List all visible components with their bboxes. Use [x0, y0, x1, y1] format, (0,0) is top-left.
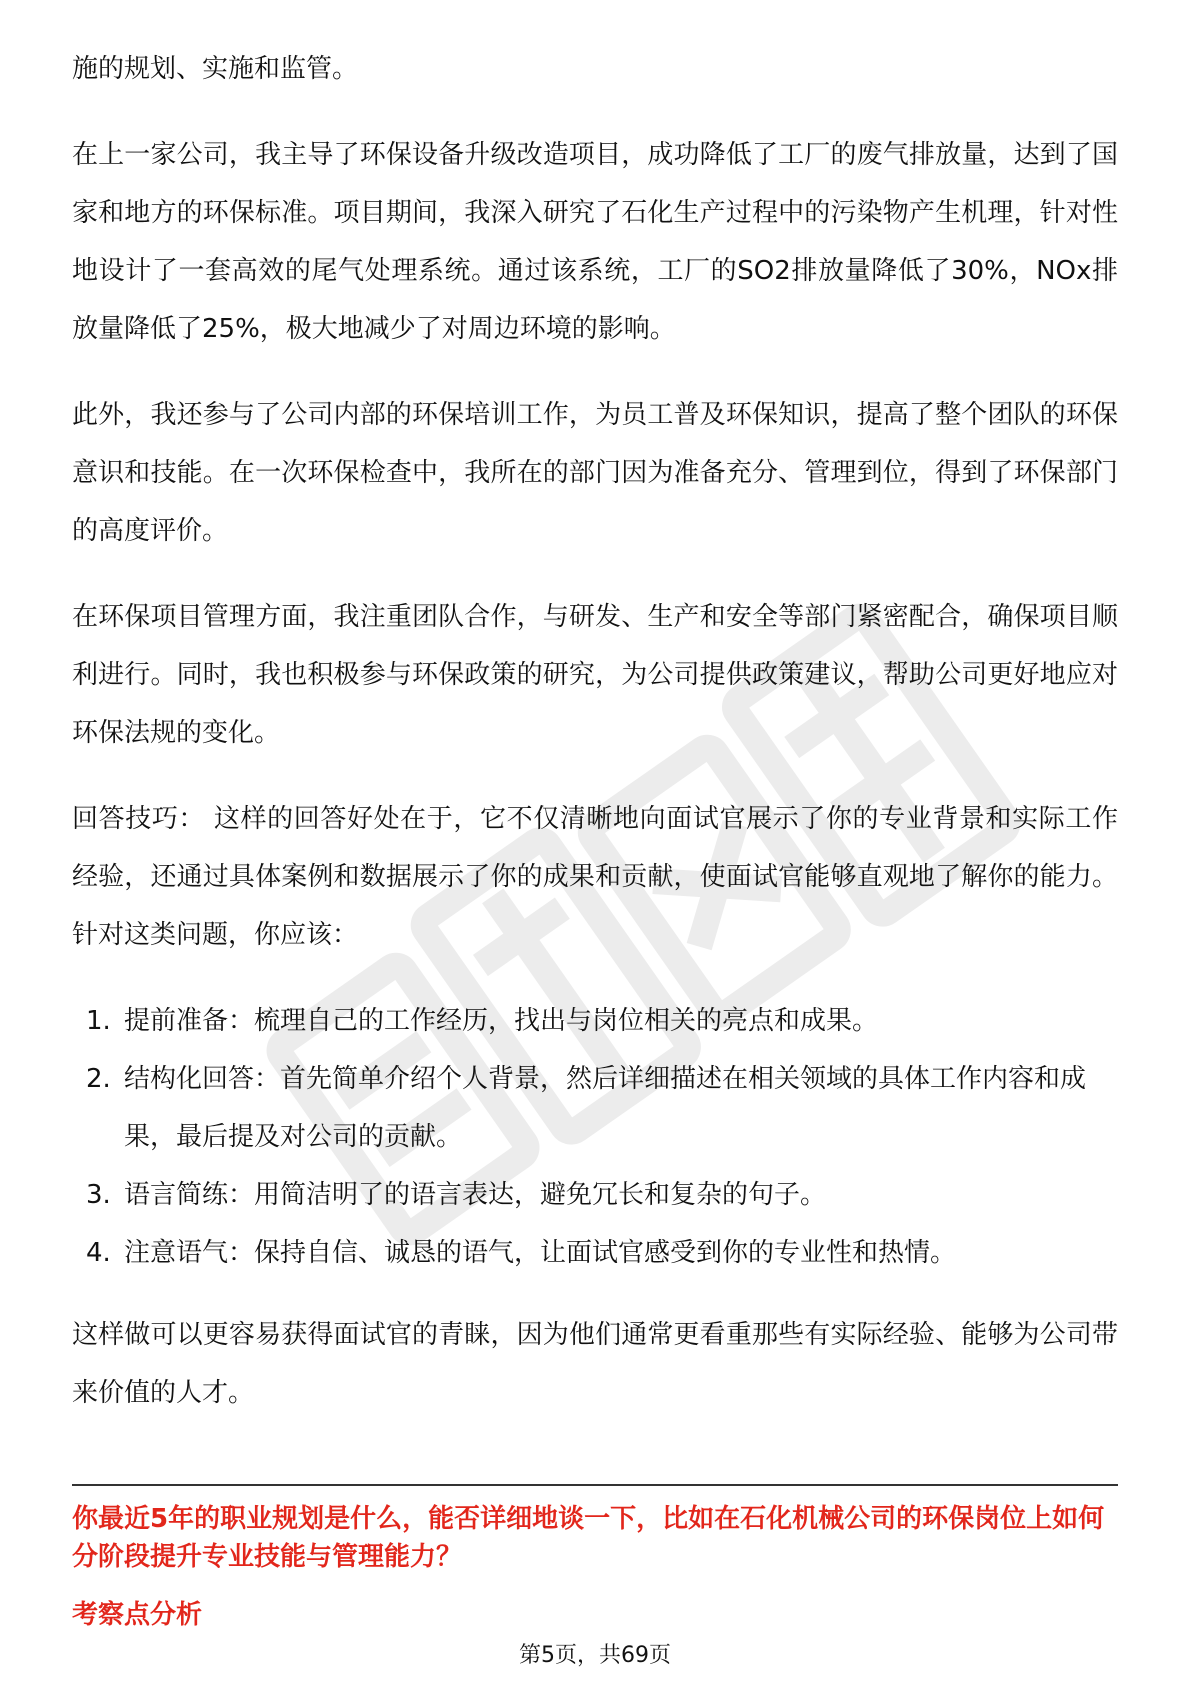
paragraph-continuation: 施的规划、实施和监管。	[72, 54, 359, 84]
paragraph-conclusion: 这样做可以更容易获得面试官的青睐，因为他们通常更看重那些有实际经验、能够为公司带来价值的人才。	[72, 1320, 1118, 1408]
analysis-heading: 考察点分析	[72, 1600, 203, 1630]
tips-list	[72, 992, 1118, 1282]
list-item	[86, 1050, 1118, 1166]
list-item	[86, 1166, 1118, 1224]
list-text: 结构化回答：首先简单介绍个人背景，然后详细描述在相关领域的具体工作内容和成果，最后提及对公司的贡献。	[124, 1064, 1087, 1152]
list-number: 2.	[86, 1064, 111, 1094]
section-divider	[72, 1484, 1118, 1486]
list-number: 3.	[86, 1180, 111, 1210]
page-number: 第5页，共69页	[519, 1643, 671, 1668]
document-body	[72, 40, 1118, 1450]
next-question-heading: 你最近5年的职业规划是什么，能否详细地谈一下，比如在石化机械公司的环保岗位上如何分阶段提升专业技能与管理能力？	[72, 1504, 1105, 1572]
list-number: 4.	[86, 1238, 111, 1268]
list-text: 提前准备：梳理自己的工作经历，找出与岗位相关的亮点和成果。	[124, 1006, 879, 1036]
list-text: 语言简练：用简洁明了的语言表达，避免冗长和复杂的句子。	[124, 1180, 827, 1210]
paragraph-management: 在环保项目管理方面，我注重团队合作，与研发、生产和安全等部门紧密配合，确保项目顺利进行。同时，我也积极参与环保政策的研究，为公司提供政策建议，帮助公司更好地应对环保法规的变化。	[72, 602, 1118, 748]
list-number: 1.	[86, 1006, 111, 1036]
list-text: 注意语气：保持自信、诚恳的语气，让面试官感受到你的专业性和热情。	[124, 1238, 957, 1268]
list-item	[86, 1224, 1118, 1282]
paragraph-answer-tips: 回答技巧： 这样的回答好处在于，它不仅清晰地向面试官展示了你的专业背景和实际工作经验，还通过具体案例和数据展示了你的成果和贡献，使面试官能够直观地了解你的能力。针对这类问题，你应该：	[72, 804, 1118, 950]
paragraph-training: 此外，我还参与了公司内部的环保培训工作，为员工普及环保知识，提高了整个团队的环保意识和技能。在一次环保检查中，我所在的部门因为准备充分、管理到位，得到了环保部门的高度评价。	[72, 400, 1118, 546]
list-item	[86, 992, 1118, 1050]
paragraph-project-experience: 在上一家公司，我主导了环保设备升级改造项目，成功降低了工厂的废气排放量，达到了国家和地方的环保标准。项目期间，我深入研究了石化生产过程中的污染物产生机理，针对性地设计了一套高效的尾气处理系统。通过该系统，工厂的SO2排放量降低了30%，NOx排放量降低了25%，极大地减少了对周边环境的影响。	[72, 140, 1118, 344]
